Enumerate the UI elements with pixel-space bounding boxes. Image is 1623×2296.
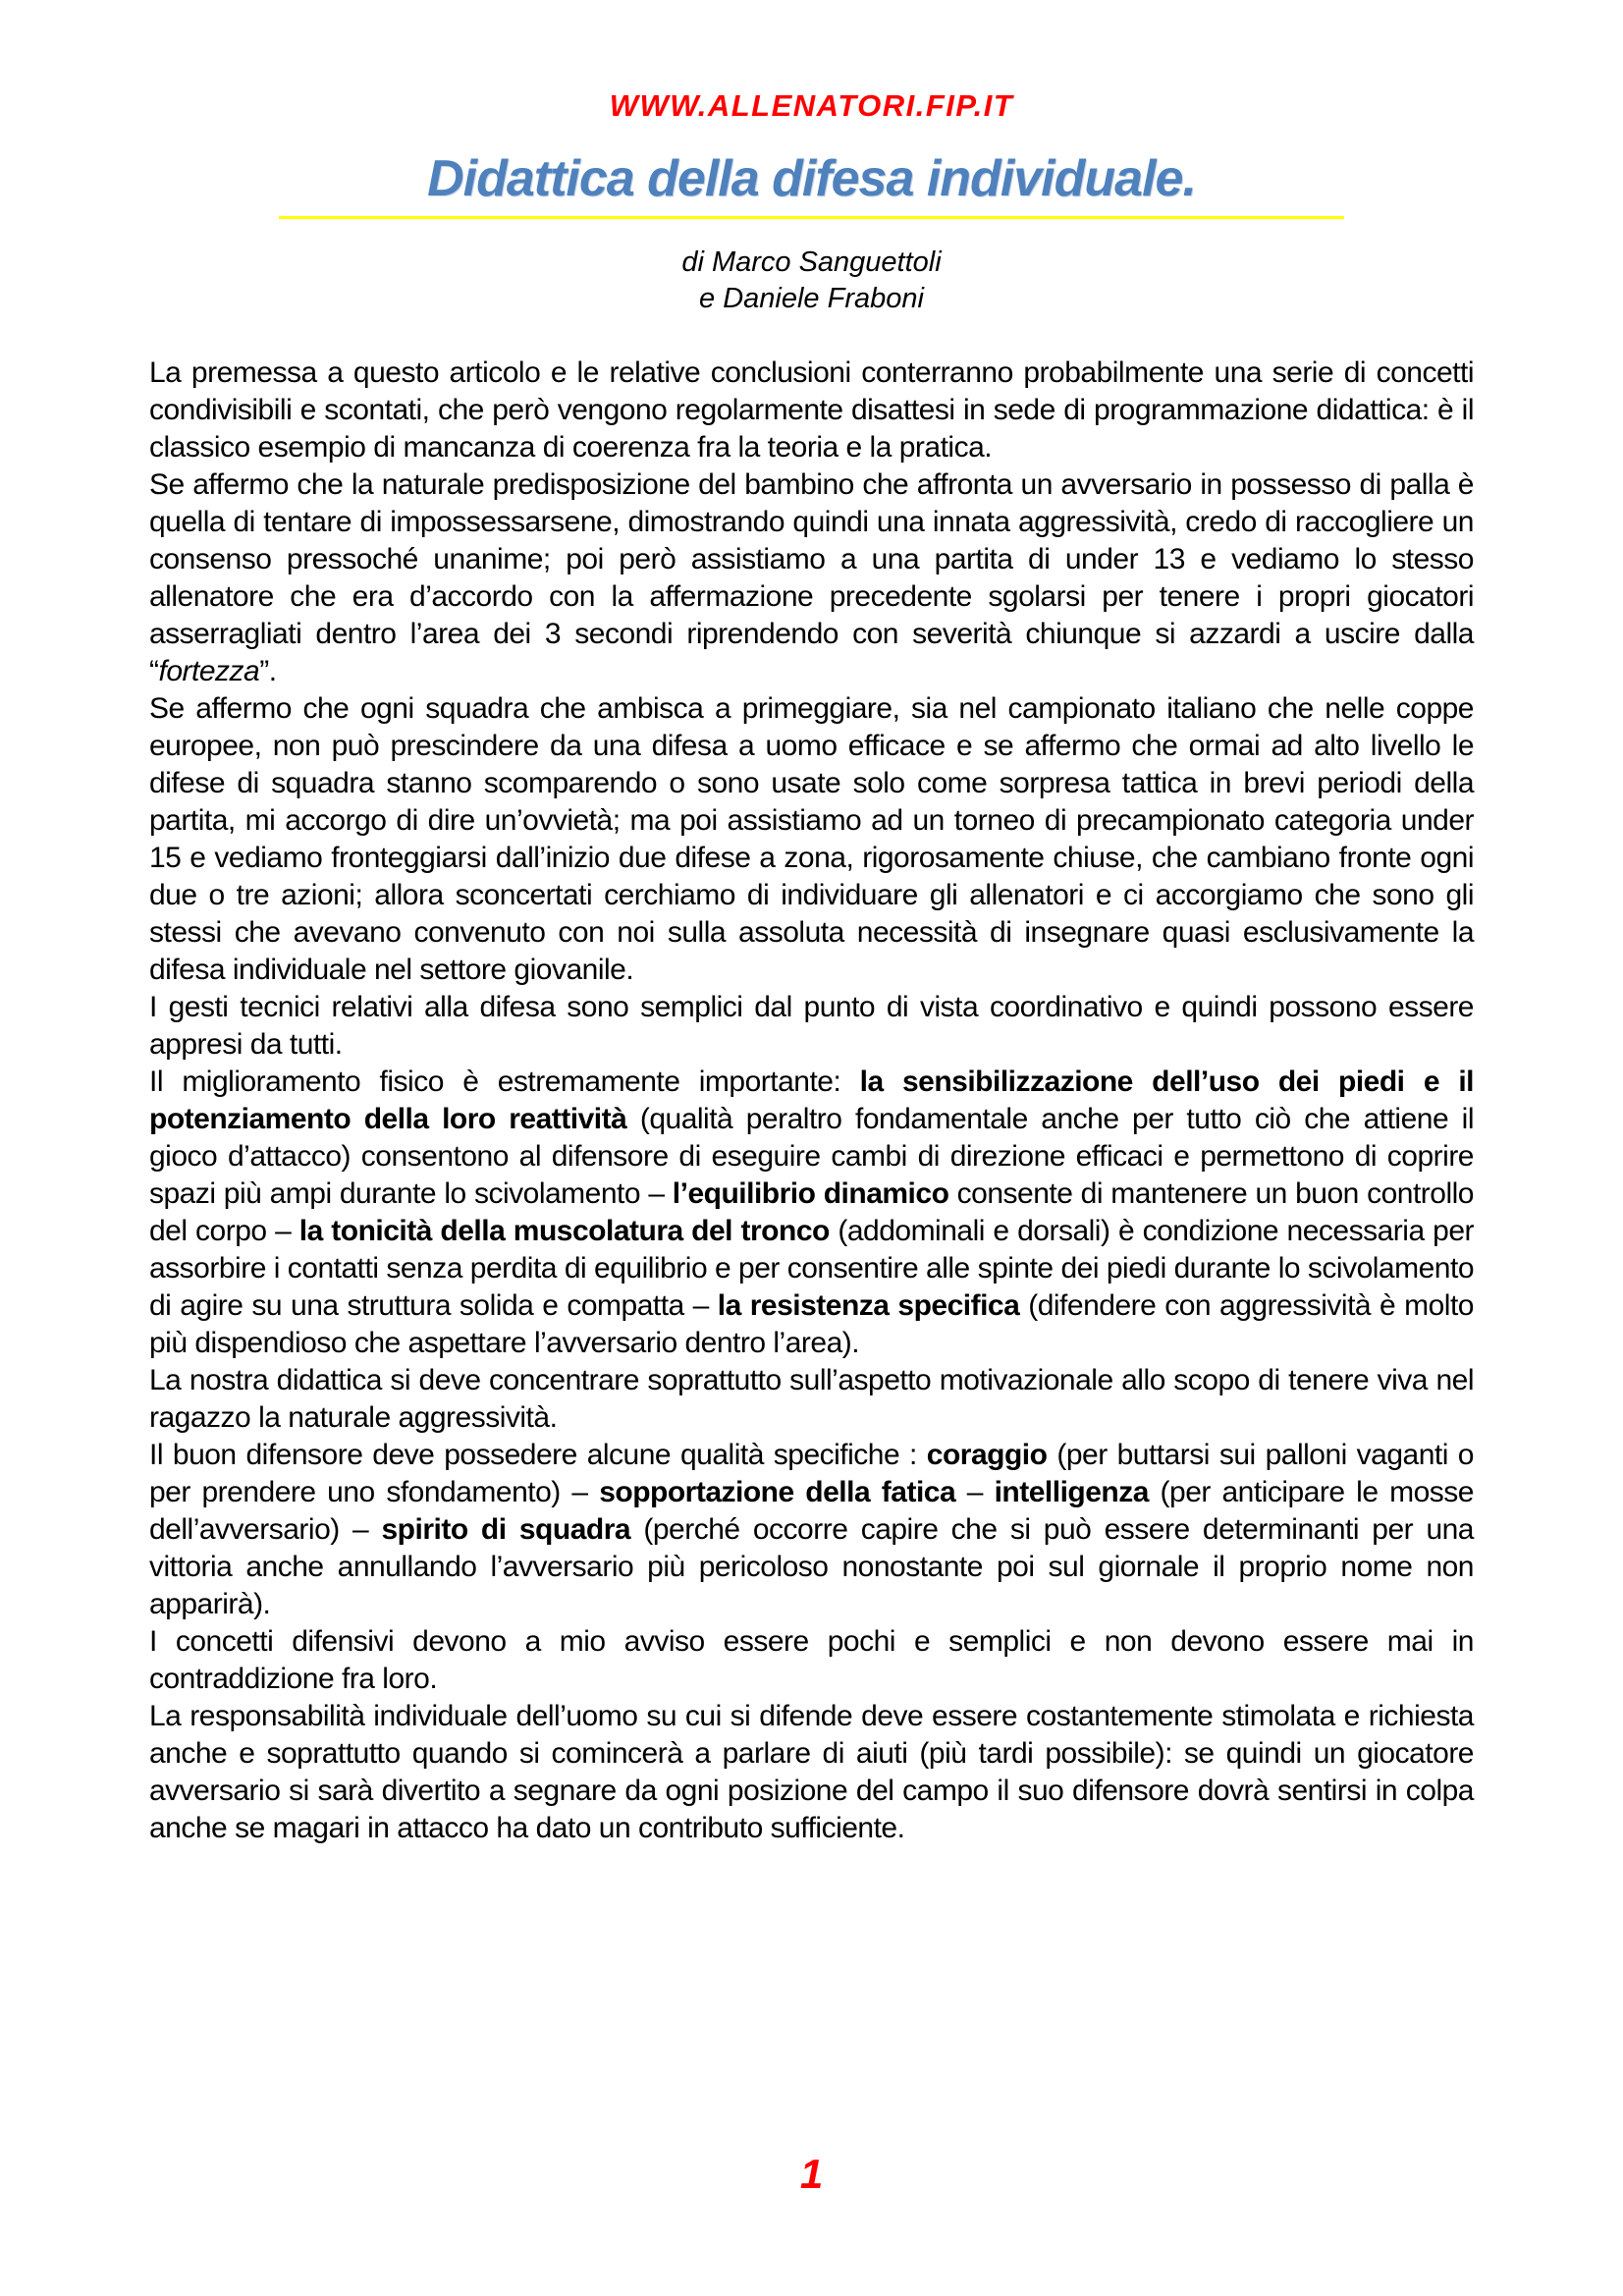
byline-author-1: di Marco Sanguettoli xyxy=(681,246,942,278)
paragraph-premessa: La premessa a questo articolo e le relative conclusioni conterranno probabilmente una serie di concetti condivisibili e scontati, che però vengono regolarmente disattesi in sede di programmazione didattica: è il classico esempio di mancanza di coerenza fra la teoria e la pratica. xyxy=(149,356,1474,464)
paragraph-miglioramento-fisico: Il miglioramento fisico è estremamente importante: la sensibilizzazione dell’uso dei piedi e il potenziamento della loro reattività (qualità peraltro fondamentale anche per tutto ciò che attiene il gioco d’attacco) consentono al difensore di eseguire cambi di direzione efficaci e permettono di coprire spazi più ampi durante lo scivolamento – l’equilibrio dinamico consente di mantenere un buon controllo del corpo – la tonicità della muscolatura del tronco (addominali e dorsali) è condizione necessaria per assorbire i contatti senza perdita di equilibrio e per consentire alle spinte dei piedi durante lo scivolamento di agire su una struttura solida e compatta – la resistenza specifica (difendere con aggressività è molto più dispendioso che aspettare l’avversario dentro l’area). xyxy=(149,1066,1474,1359)
page-title: Didattica della difesa individuale. xyxy=(427,150,1196,207)
paragraph-difesa-a-uomo: Se affermo che ogni squadra che ambisca a primeggiare, sia nel campionato italiano che nelle coppe europee, non può prescindere da una difesa a uomo efficace e se affermo che ormai ad alto livello le difese di squadra stanno scomparendo o sono usate solo come sorpresa tattica in brevi periodi della partita, mi accorgo di dire un’ovvietà; ma poi assistiamo ad un torneo di precampionato categoria under 15 e vediamo fronteggiarsi dall’inizio due difese a zona, rigorosamente chiuse, che cambiano fronte ogni due o tre azioni; allora sconcertati cerchiamo di individuare gli allenatori e ci accorgiamo che sono gli stessi che avevano convenuto con noi sulla assoluta necessità di insegnare quasi esclusivamente la difesa individuale nel settore giovanile. xyxy=(149,692,1474,986)
byline xyxy=(0,245,1623,317)
paragraph-didattica-motivazionale: La nostra didattica si deve concentrare soprattutto sull’aspetto motivazionale allo scopo di tenere viva nel ragazzo la naturale aggressività. xyxy=(149,1364,1474,1434)
page-number: 1 xyxy=(799,2151,824,2197)
paragraph-qualita-difensore: Il buon difensore deve possedere alcune qualità specifiche : coraggio (per buttarsi sui palloni vaganti o per prendere uno sfondamento) – sopportazione della fatica – intelligenza (per anticipare le mosse dell’avversario) – spirito di squadra (perché occorre capire che si può essere determinanti per una vittoria anche annullando l’avversario più pericoloso nonostante poi sul giornale il proprio nome non apparirà). xyxy=(149,1439,1474,1620)
article-body xyxy=(149,355,1474,1847)
byline-author-2: e Daniele Fraboni xyxy=(699,283,924,314)
paragraph-gesti-tecnici: I gesti tecnici relativi alla difesa sono semplici dal punto di vista coordinativo e quindi possono essere appresi da tutti. xyxy=(149,991,1474,1061)
paragraph-bambino-fortezza: Se affermo che la naturale predisposizione del bambino che affronta un avversario in possesso di palla è quella di tentare di impossessarsene, dimostrando quindi una innata aggressività, credo di raccogliere un consenso pressoché unanime; poi però assistiamo a una partita di under 13 e vediamo lo stesso allenatore che era d’accordo con la affermazione precedente sgolarsi per tenere i propri giocatori asserragliati dentro l’area dei 3 secondi riprendendo con severità chiunque si azzardi a uscire dalla “fortezza”. xyxy=(149,468,1474,687)
title-underline xyxy=(279,216,1344,219)
site-url-header: WWW.ALLENATORI.FIP.IT xyxy=(609,88,1014,123)
paragraph-responsabilita: La responsabilità individuale dell’uomo su cui si difende deve essere costantemente stimolata e richiesta anche e soprattutto quando si comincerà a parlare di aiuti (più tardi possibile): se quindi un giocatore avversario si sarà divertito a segnare da ogni posizione del campo il suo difensore dovrà sentirsi in colpa anche se magari in attacco ha dato un contributo sufficiente. xyxy=(149,1700,1474,1844)
paragraph-concetti-difensivi: I concetti difensivi devono a mio avviso essere pochi e semplici e non devono essere mai in contraddizione fra loro. xyxy=(149,1625,1474,1695)
